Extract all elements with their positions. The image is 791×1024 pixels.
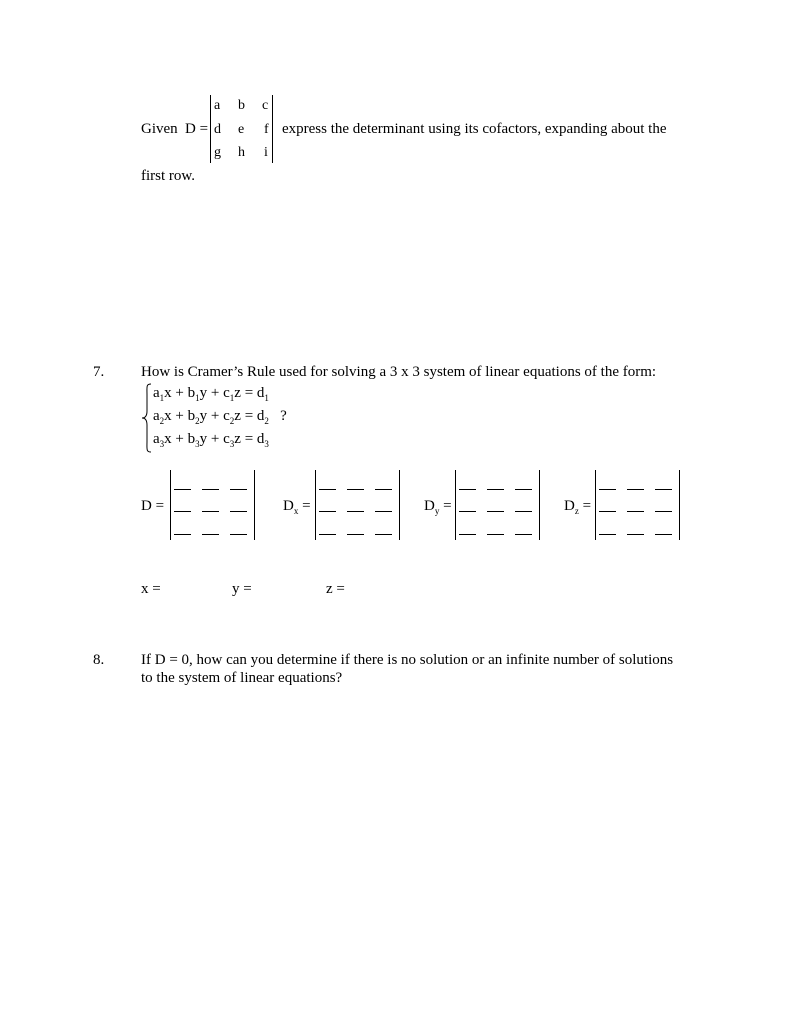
grid-blank [515, 534, 532, 535]
det-dy-label: $D_y$ = [424, 498, 452, 516]
matrix-cell: d [214, 122, 221, 137]
grid-blank [202, 511, 219, 512]
grid-blank [655, 489, 672, 490]
grid-blank [655, 534, 672, 535]
system-brace [141, 383, 153, 453]
matrix-cell: i [264, 145, 268, 160]
grid-blank [459, 511, 476, 512]
grid-blank [319, 489, 336, 490]
grid-blank [174, 489, 191, 490]
matrix-cell: b [238, 98, 245, 113]
question-mark: ? [280, 408, 287, 424]
matrix-cell: e [238, 122, 245, 137]
equation-row: $a_2x + b_2y + c_2z = d_2$ ? [153, 408, 287, 426]
grid-blank [599, 511, 616, 512]
grid-blank [230, 489, 247, 490]
grid-blank [319, 534, 336, 535]
equation-row: $a_3x + b_3y + c_3z = d_3$ [153, 431, 269, 449]
matrix-cell: h [238, 145, 245, 160]
grid-left-bar [455, 470, 456, 540]
grid-blank [230, 534, 247, 535]
grid-blank [655, 511, 672, 512]
grid-blank [487, 489, 504, 490]
solution-x: x = [141, 581, 161, 597]
grid-blank [627, 489, 644, 490]
d-equals: D = [185, 121, 209, 137]
matrix-cell: g [214, 145, 221, 160]
given-label: Given [141, 121, 178, 137]
grid-right-bar [679, 470, 680, 540]
grid-blank [599, 534, 616, 535]
matrix-cell: c [262, 98, 269, 113]
grid-blank [347, 489, 364, 490]
q8-line-2: to the system of linear equations? [141, 670, 343, 686]
grid-blank [202, 534, 219, 535]
grid-blank [375, 534, 392, 535]
grid-left-bar [315, 470, 316, 540]
q8-number: 8. [93, 652, 105, 668]
grid-blank [459, 489, 476, 490]
grid-blank [487, 511, 504, 512]
grid-blank [375, 489, 392, 490]
grid-blank [487, 534, 504, 535]
q7-question: How is Cramer’s Rule used for solving a 3 x 3 system of linear equations of the form: [141, 364, 657, 380]
matrix-cell: a [214, 98, 221, 113]
grid-blank [230, 511, 247, 512]
grid-right-bar [399, 470, 400, 540]
grid-blank [347, 511, 364, 512]
grid-blank [319, 511, 336, 512]
q6-continuation: first row. [141, 168, 196, 184]
grid-blank [515, 489, 532, 490]
grid-blank [599, 489, 616, 490]
grid-blank [174, 511, 191, 512]
grid-blank [174, 534, 191, 535]
grid-blank [459, 534, 476, 535]
solution-z: z = [326, 581, 345, 597]
grid-right-bar [254, 470, 255, 540]
det-d-label: D = [141, 498, 165, 514]
grid-blank [627, 511, 644, 512]
matrix-left-bar [210, 95, 211, 163]
grid-blank [347, 534, 364, 535]
grid-blank [627, 534, 644, 535]
q8-line-1: If D = 0, how can you determine if there is no solution or an infinite number of solutions [141, 652, 674, 668]
solution-y: y = [232, 581, 252, 597]
grid-left-bar [170, 470, 171, 540]
grid-blank [202, 489, 219, 490]
det-dz-label: $D_z$ = [564, 498, 592, 516]
det-dx-label: $D_x$ = [283, 498, 311, 516]
matrix-cell: f [264, 122, 269, 137]
grid-left-bar [595, 470, 596, 540]
matrix-right-bar [272, 95, 273, 163]
q6-instruction: express the determinant using its cofactors, expanding about the [282, 121, 667, 137]
grid-blank [515, 511, 532, 512]
grid-blank [375, 511, 392, 512]
q7-number: 7. [93, 364, 105, 380]
grid-right-bar [539, 470, 540, 540]
equation-row: $a_1x + b_1y + c_1z = d_1$ [153, 385, 269, 403]
